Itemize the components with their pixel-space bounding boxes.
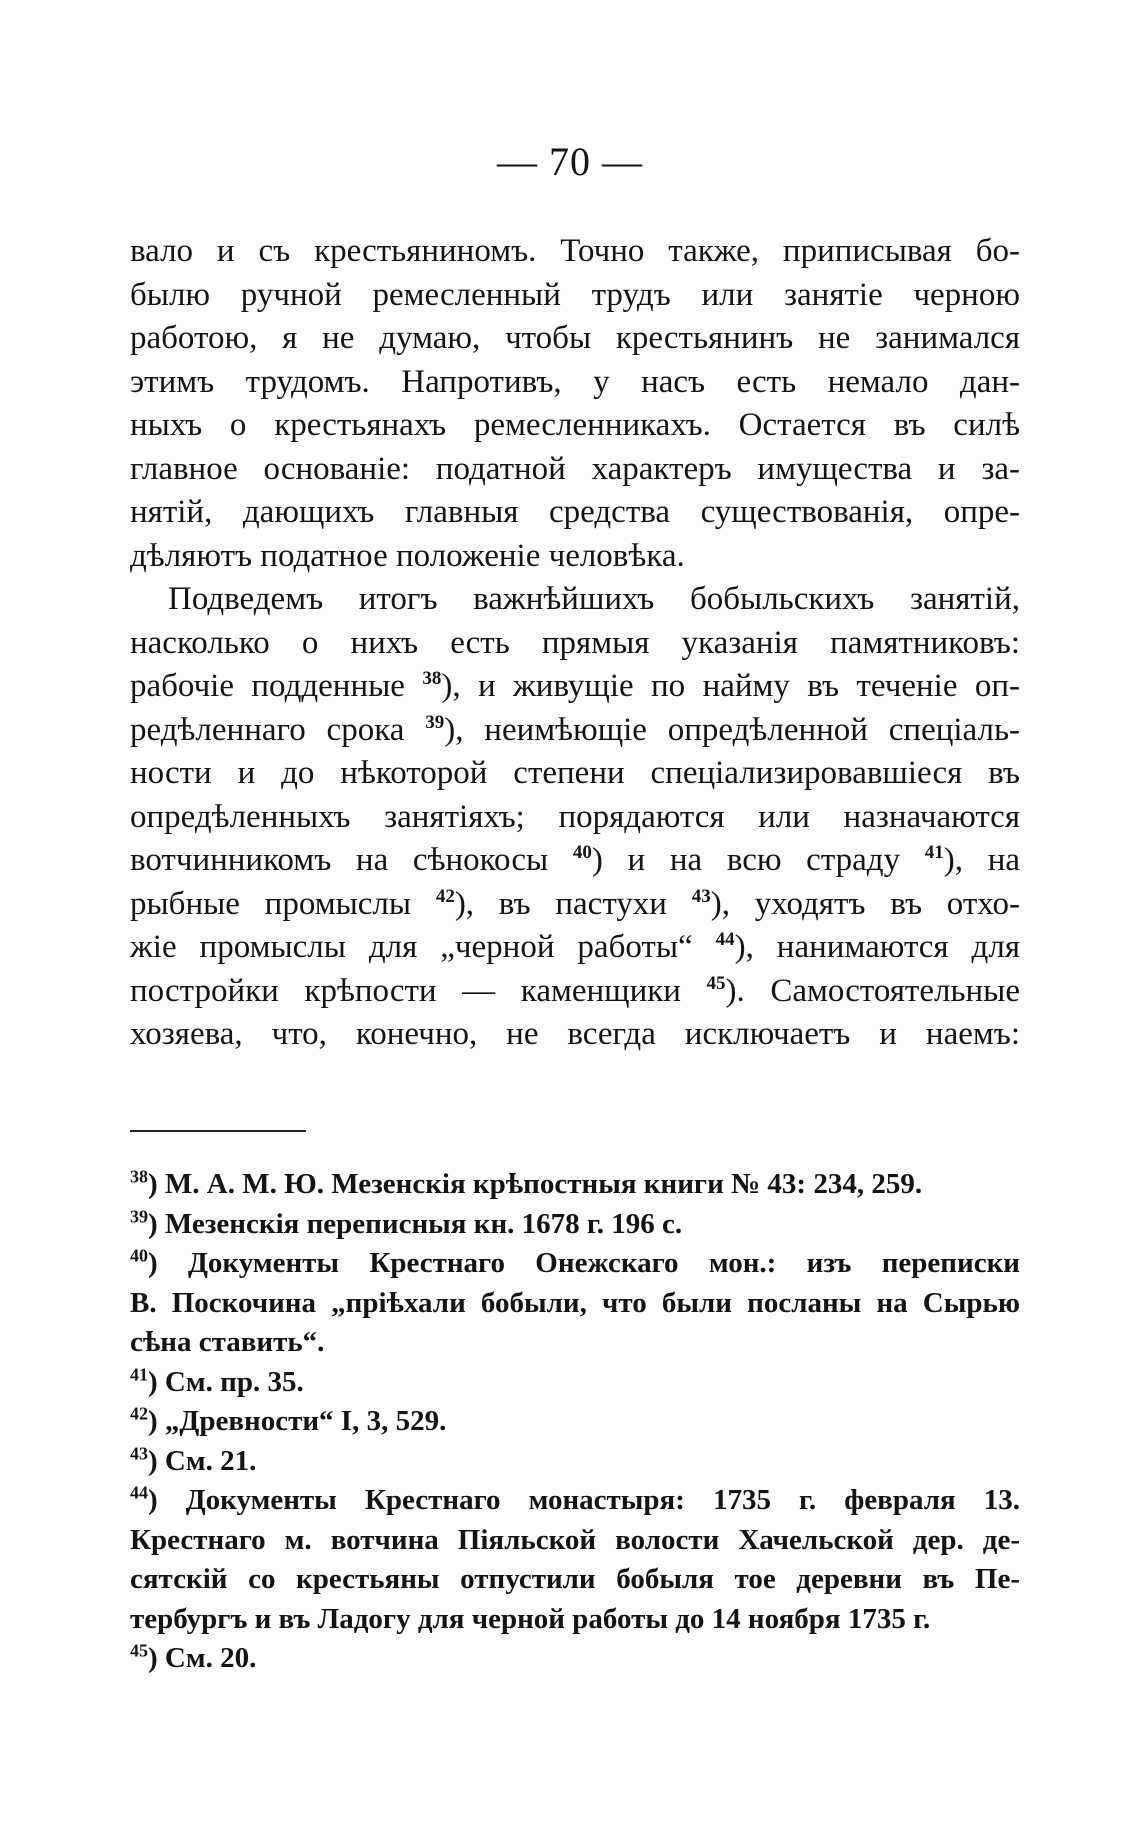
footnote-text: ) См. 20. [148,1642,257,1674]
text-line [130,926,1020,970]
footnote-line [130,1481,1020,1521]
text-line [130,970,1020,1014]
footnote-ref: 45 [706,972,726,994]
footnote-ref: 42 [435,885,455,907]
footnote-line [130,1205,1020,1245]
footnote-text: ) Документы Крестнаго Онежскаго мон.: изъ переписки [148,1247,1020,1279]
text-segment: постройки крѣпости — каменщики [130,972,707,1009]
footnote-mark: 43 [130,1442,148,1463]
text-line: хозяева, что, конечно, не всегда исключаетъ и наемъ: [130,1016,1020,1052]
footnote-mark: 44 [130,1482,148,1503]
text-line: ныхъ о крестьянахъ ремесленникахъ. Остается въ силѣ [130,407,1020,443]
page-number: — 70 — [497,139,643,184]
text-line: насколько о нихъ есть прямыя указанія памятниковъ: [130,624,1020,661]
footnote-line: тербургъ и въ Ладогу для черной работы до 14 ноября 1735 г. [130,1602,931,1635]
text-line [130,839,1020,883]
footnote-line: Крестнаго м. вотчина Піяльской волости Хачельской дер. де- [130,1523,1020,1556]
footnote-line [130,1442,1020,1482]
footnote-line [130,1165,1020,1205]
footnote-mark: 41 [130,1363,148,1384]
text-line: былю ручной ремесленный трудъ или занятіе черною [130,276,1020,313]
text-segment: ), и живущіе по найму въ теченіе оп- [441,668,1020,704]
footnote-ref: 43 [691,885,711,907]
footnote-mark: 38 [130,1166,148,1187]
footnote-line [130,1639,1020,1679]
text-line: Подведемъ итогъ важнѣйшихъ бобыльскихъ занятій, [168,581,1020,617]
footnote-mark: 45 [130,1640,148,1661]
text-segment: ), въ пастухи [454,885,692,922]
footnote-divider [130,1130,306,1132]
text-line [130,709,1020,753]
footnote-text: ) Мезенскія переписныя кн. 1678 г. 196 с. [148,1207,683,1240]
footnote-text: ) М. А. М. Ю. Мезенскія крѣпостныя книги № 43: 234, 259. [148,1168,923,1200]
footnote-ref: 41 [924,842,944,863]
footnote-text: ) См. пр. 35. [148,1365,304,1398]
text-segment: ), на [943,842,1021,878]
footnote-text: ) Документы Крестнаго монастыря: 1735 г. февраля 13. [148,1484,1020,1516]
footnote-line [130,1244,1020,1284]
footnote-line: сятскій со крестьяны отпустили бобыля тое деревни въ Пе- [130,1563,1020,1595]
text-segment: рабочіе подденные [130,668,423,704]
text-segment: редѣленнаго срока [130,711,426,748]
footnote-line: сѣна ставить“. [130,1326,325,1358]
footnote-text: ) „Древности“ I, 3, 529. [148,1405,447,1437]
text-line: дѣляютъ податное положеніе человѣка. [130,537,685,574]
text-line [130,883,1020,927]
footnote-text: ) См. 21. [148,1444,257,1477]
footnote-mark: 42 [130,1403,148,1424]
footnote-mark: 39 [130,1205,148,1226]
footnote-ref: 39 [425,711,445,733]
text-line: работою, я не думаю, чтобы крестьянинъ не занимался [130,320,1020,356]
text-segment: рыбные промыслы [130,885,436,922]
text-line [130,665,1020,709]
text-segment: ) и на всю страду [591,842,925,878]
text-line: главное основаніе: податной характеръ имущества и за- [130,450,1020,487]
text-segment: жіе промыслы для „черной работы“ [130,929,716,965]
footnote-line [130,1402,1020,1442]
footnote-ref: 38 [422,668,442,689]
footnotes [130,1165,1020,1679]
footnote-line: В. Поскочина „пріѣхали бобыли, что были посланы на Сырью [130,1286,1020,1319]
text-segment: ), уходятъ въ отхо- [710,885,1020,922]
footnote-line [130,1363,1020,1403]
footnote-ref: 40 [572,842,592,863]
text-line: этимъ трудомъ. Напротивъ, у насъ есть немало дан- [130,363,1020,400]
text-line: нятій, дающихъ главныя средства существованія, опре- [130,494,1020,530]
text-line: опредѣленныхъ занятіяхъ; порядаются или назначаются [130,798,1020,835]
text-line: ности и до нѣкоторой степени спеціализировавшіеся въ [130,755,1020,791]
text-segment: ), неимѣющіе опредѣленной спеціаль- [444,711,1021,748]
text-segment: вотчинникомъ на сѣнокосы [130,842,573,878]
main-text [130,230,1020,1057]
footnote-mark: 40 [130,1245,148,1266]
text-segment: ), нанимаются для [734,929,1020,965]
footnote-ref: 44 [715,929,735,950]
text-segment: ). Самостоятельные [725,972,1020,1009]
text-line: вало и съ крестьяниномъ. Точно также, приписывая бо- [130,233,1020,269]
